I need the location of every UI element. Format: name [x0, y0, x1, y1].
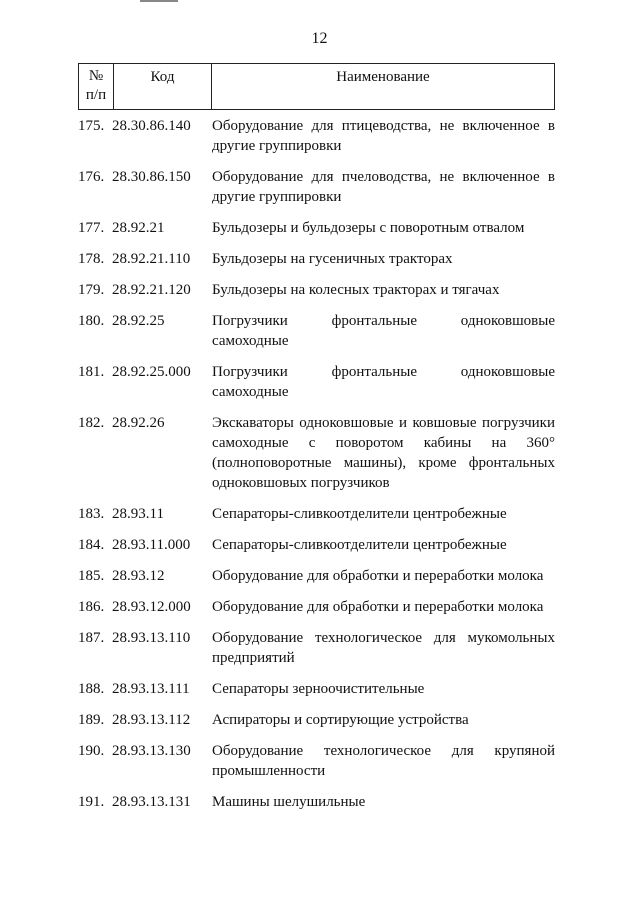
row-name: Бульдозеры на колесных тракторах и тягачах — [212, 282, 500, 298]
row-name: Оборудование технологическое для крупяной промышленности — [212, 743, 555, 779]
row-code: 28.92.21.120 — [112, 282, 191, 298]
row-name: Оборудование для птицеводства, не включенное в другие группировки — [212, 118, 555, 154]
row-code: 28.93.13.110 — [112, 630, 191, 646]
row-number: 178. — [78, 251, 105, 267]
row-name: Погрузчики фронтальные одноковшовые самоходные — [212, 313, 555, 349]
table-row — [78, 311, 555, 351]
row-name: Бульдозеры и бульдозеры с поворотным отвалом — [212, 220, 525, 236]
row-code: 28.93.11.000 — [112, 537, 191, 553]
row-code: 28.93.13.111 — [112, 681, 190, 697]
scan-artifact — [140, 0, 178, 2]
table-row — [78, 741, 555, 781]
row-number: 176. — [78, 169, 105, 185]
table-row — [78, 628, 555, 668]
row-name: Оборудование для обработки и переработки молока — [212, 599, 544, 615]
table-row — [78, 792, 555, 812]
row-number: 182. — [78, 415, 105, 431]
table-row — [78, 249, 555, 269]
row-number: 183. — [78, 506, 105, 522]
row-code: 28.92.25 — [112, 313, 165, 329]
row-number: 175. — [78, 118, 105, 134]
row-number: 188. — [78, 681, 105, 697]
header-name: Наименование — [336, 69, 430, 85]
table-row — [78, 597, 555, 617]
row-name: Оборудование технологическое для мукомольных предприятий — [212, 630, 555, 666]
row-number: 190. — [78, 743, 105, 759]
table-row — [78, 280, 555, 300]
row-name: Сепараторы-сливкоотделители центробежные — [212, 506, 507, 522]
row-name: Погрузчики фронтальные одноковшовые самоходные — [212, 364, 555, 400]
row-code: 28.93.11 — [112, 506, 164, 522]
header-code: Код — [114, 64, 212, 109]
row-code: 28.93.13.131 — [112, 794, 191, 810]
row-code: 28.93.13.130 — [112, 743, 191, 759]
row-name: Машины шелушильные — [212, 794, 366, 810]
table-row — [78, 167, 555, 207]
table-row — [78, 566, 555, 586]
row-code: 28.92.26 — [112, 415, 165, 431]
row-number: 177. — [78, 220, 105, 236]
table-row — [78, 710, 555, 730]
row-number: 186. — [78, 599, 105, 615]
table-body — [78, 116, 555, 823]
table-row — [78, 116, 555, 156]
row-name: Аспираторы и сортирующие устройства — [212, 712, 469, 728]
row-name: Сепараторы зерноочистительные — [212, 681, 425, 697]
table-row — [78, 679, 555, 699]
table-header — [78, 63, 555, 110]
row-name: Бульдозеры на гусеничных тракторах — [212, 251, 453, 267]
row-name: Оборудование для пчеловодства, не включенное в другие группировки — [212, 169, 555, 205]
row-number: 179. — [78, 282, 105, 298]
row-code: 28.30.86.150 — [112, 169, 191, 185]
table-row — [78, 413, 555, 493]
table-row — [78, 504, 555, 524]
row-code: 28.92.21.110 — [112, 251, 191, 267]
row-number: 181. — [78, 364, 105, 380]
row-code: 28.93.12.000 — [112, 599, 191, 615]
row-number: 187. — [78, 630, 105, 646]
table-row — [78, 218, 555, 238]
header-number: № п/п — [79, 64, 114, 109]
row-code: 28.92.25.000 — [112, 364, 191, 380]
table-row — [78, 535, 555, 555]
row-code: 28.30.86.140 — [112, 118, 191, 134]
row-code: 28.93.13.112 — [112, 712, 191, 728]
row-name: Оборудование для обработки и переработки молока — [212, 568, 544, 584]
page-number: 12 — [311, 30, 328, 47]
row-number: 180. — [78, 313, 105, 329]
row-name: Экскаваторы одноковшовые и ковшовые погрузчики самоходные с поворотом кабины на 360° (полноповоротные машины), кроме фронтальных одноковшовых погрузчиков — [212, 415, 555, 491]
row-number: 191. — [78, 794, 105, 810]
row-number: 185. — [78, 568, 105, 584]
row-code: 28.92.21 — [112, 220, 165, 236]
row-number: 189. — [78, 712, 105, 728]
row-name: Сепараторы-сливкоотделители центробежные — [212, 537, 507, 553]
table-row — [78, 362, 555, 402]
row-number: 184. — [78, 537, 105, 553]
row-code: 28.93.12 — [112, 568, 165, 584]
